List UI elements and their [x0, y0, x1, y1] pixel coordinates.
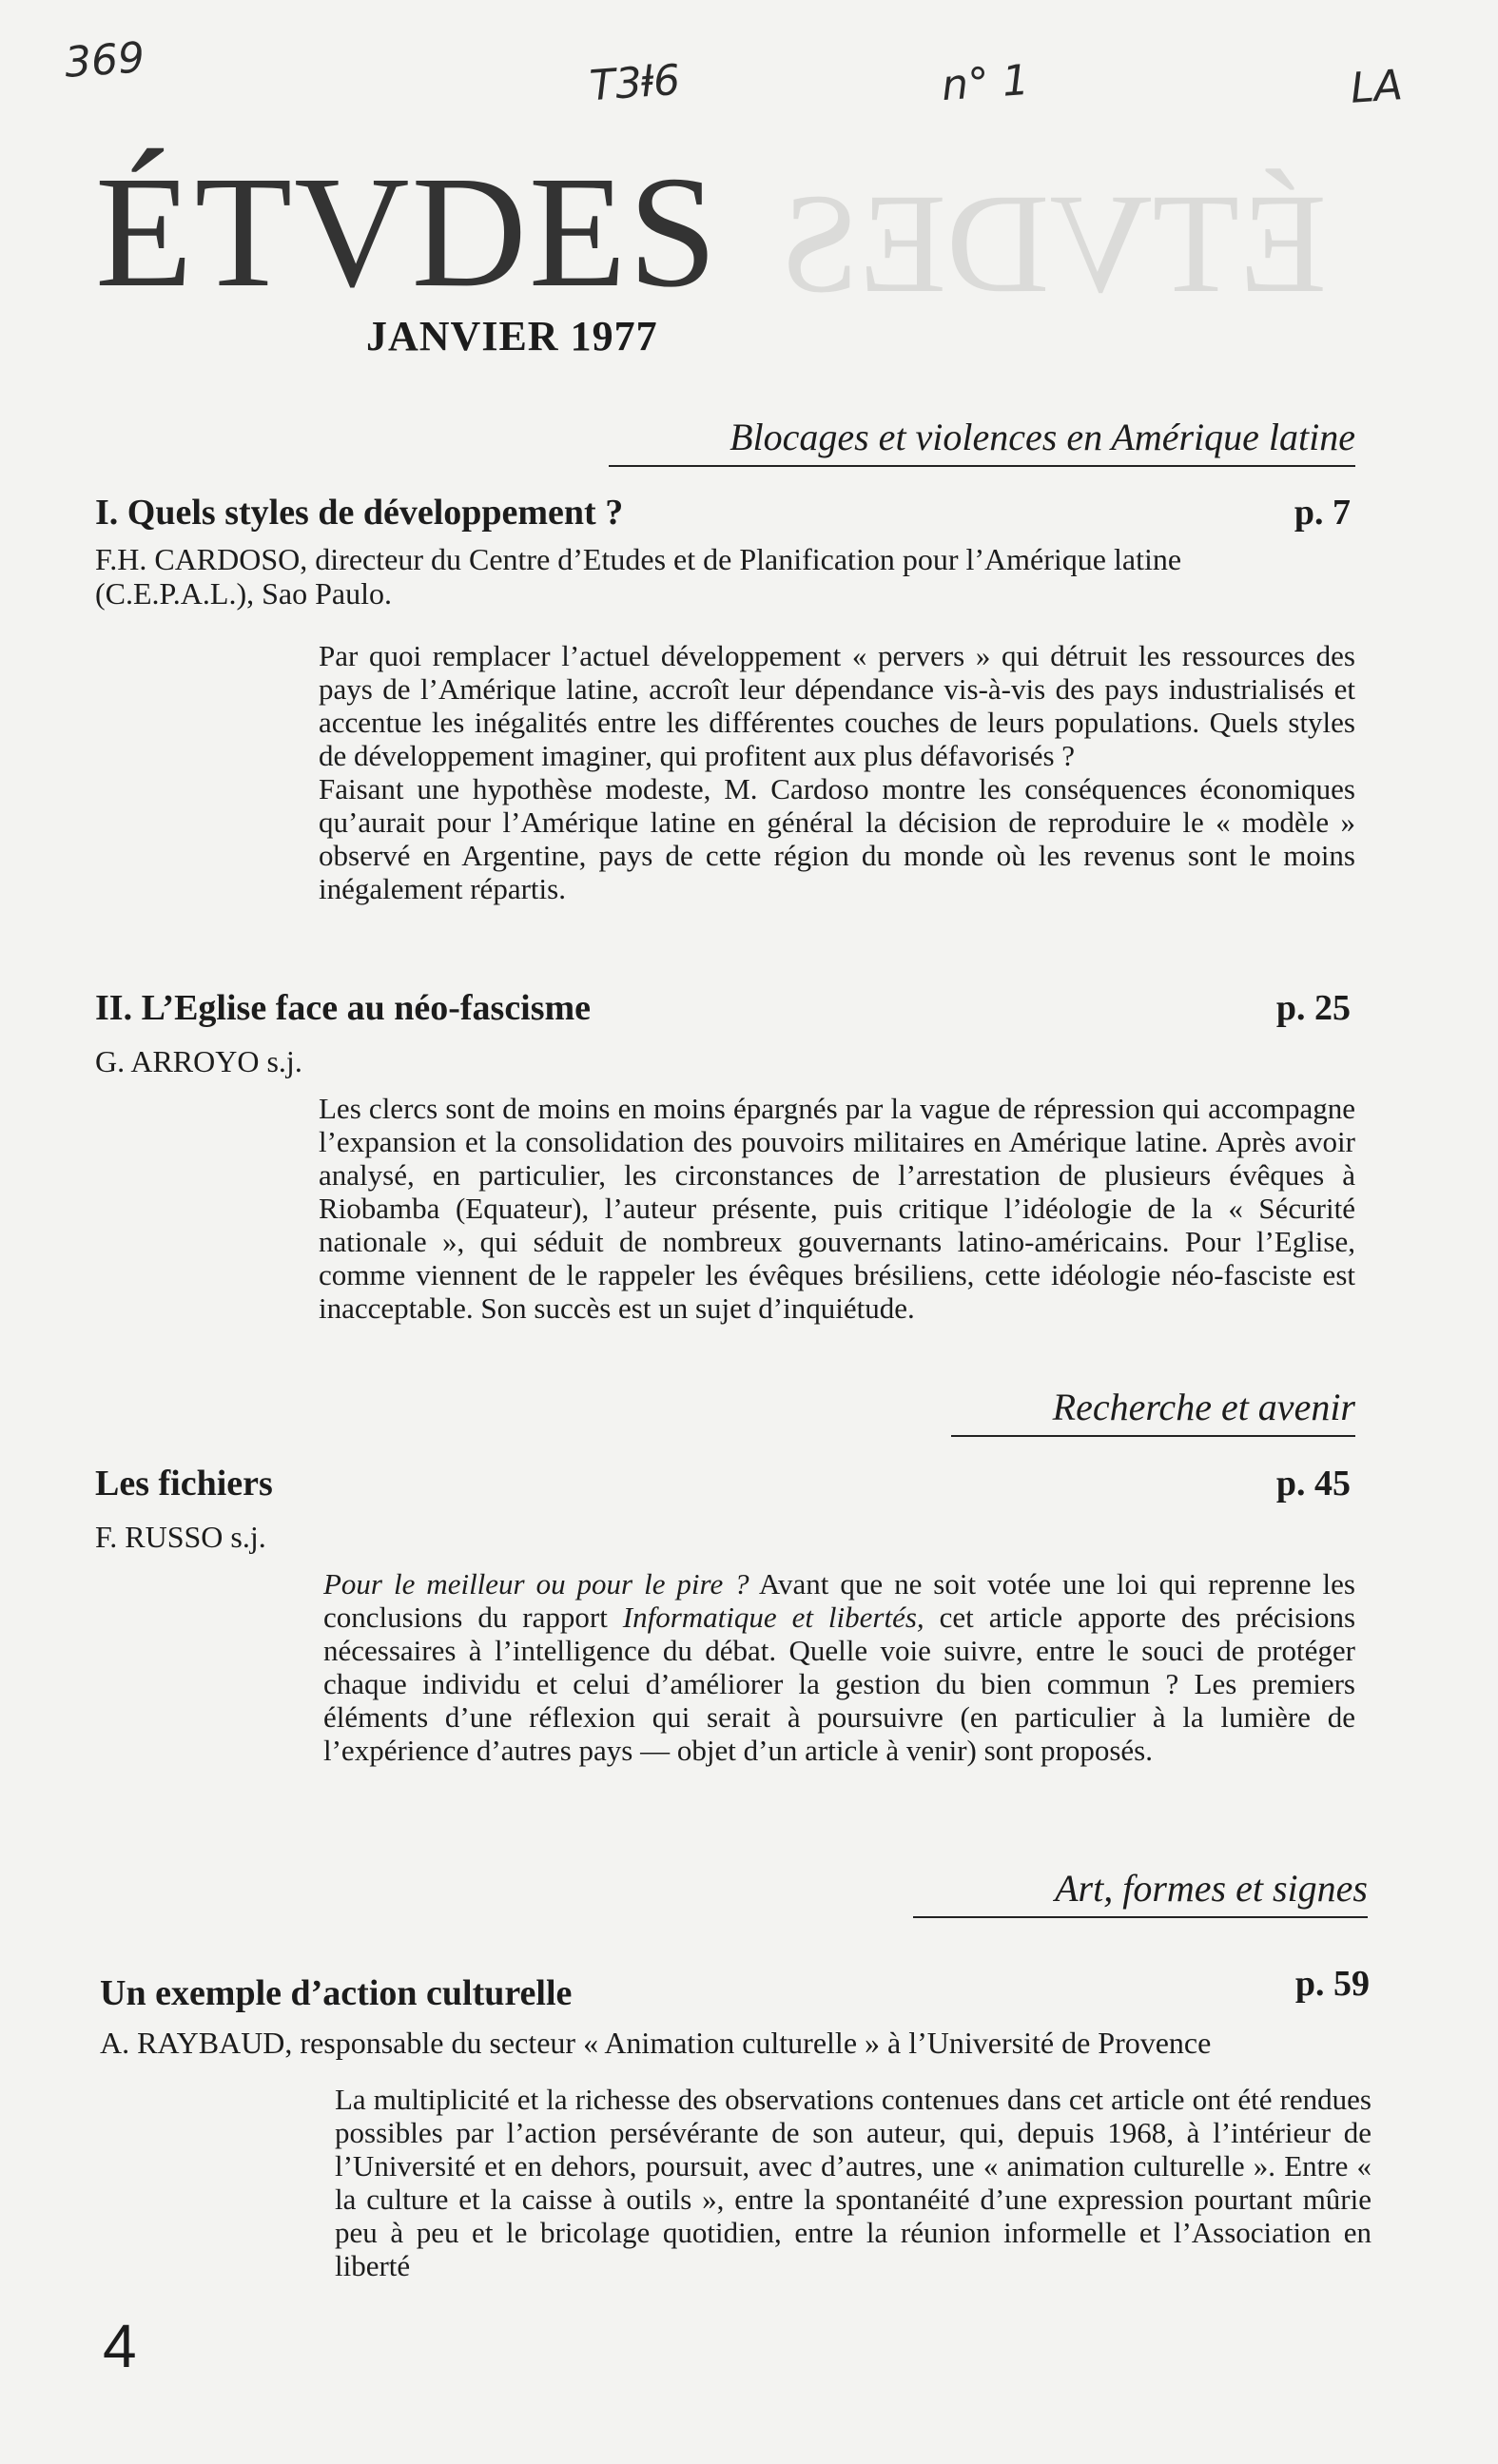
summary-text-1: Avant que ne soit votée une loi qui reprenne les conclusions du rapport: [323, 1567, 1355, 1634]
summary-text-2: cet article apporte des précisions nécessaires à l’intelligence du débat. Quelle voie suivre, entre le souci de protéger chaque individu et celui d’améliorer la gestion du bien commun ? Les premiers éléments d’une réflexion qui serait à poursuivre (en particulier à la lumière de l’expérience d’autres pays — objet d’un article à venir) sont proposés.: [323, 1601, 1356, 1767]
section-heading-recherche-avenir: Recherche et avenir: [951, 1385, 1355, 1437]
article-summary-1: [319, 639, 1355, 905]
summary-paragraph-2: Faisant une hypothèse modeste, M. Cardoso montre les conséquences économiques qu’aurait pour l’Amérique latine en général la décision de reproduire le « modèle » observé en Argentine, pays de cette région du monde où les revenus sont le moins inégalement répartis.: [319, 772, 1355, 905]
author-line-2: (C.E.P.A.L.), Sao Paulo.: [95, 576, 392, 611]
summary-paragraph-3: [323, 1567, 1355, 1767]
article-author-4: A. RAYBAUD, responsable du secteur « Animation culturelle » à l’Université de Provence: [100, 2026, 1212, 2060]
article-author-3: F. RUSSO s.j.: [95, 1520, 266, 1554]
summary-italic-1: Pour le meilleur ou pour le pire ?: [323, 1567, 749, 1601]
article-page-3: p. 45: [1275, 1464, 1351, 1504]
article-title-3: Les fichiers: [95, 1464, 273, 1504]
article-page-4: p. 59: [1294, 1964, 1370, 2004]
handwritten-note-la: LA: [1349, 61, 1405, 113]
article-page-2: p. 25: [1275, 988, 1351, 1028]
section-heading-amerique-latine: Blocages et violences en Amérique latine: [609, 415, 1355, 467]
article-summary-4: La multiplicité et la richesse des observations contenues dans cet article ont été rendues possibles par l’action persévérante de son auteur, qui, depuis 1968, à l’intérieur de l’Université et en dehors, poursuit, avec d’autres, une « animation culturelle ». Entre « la culture et la caisse à outils », entre la spontanéité d’une expression pourtant mûrie peu à peu et le bricolage quotidien, entre la réunion informelle et l’Association en liberté: [335, 2083, 1372, 2282]
issue-date: JANVIER 1977: [366, 313, 658, 359]
section-heading-art-formes-signes: Art, formes et signes: [913, 1866, 1368, 1918]
article-title-4: Un exemple d’action culturelle: [100, 1973, 573, 2013]
article-page-1: p. 7: [1294, 493, 1351, 533]
handwritten-note-code: T3ⱡ6: [588, 55, 682, 111]
author-line-1: F.H. CARDOSO, directeur du Centre d’Etudes et de Planification pour l’Amérique latine: [95, 542, 1182, 576]
article-title-1: I. Quels styles de développement ?: [95, 493, 624, 533]
summary-italic-2: Informatique et libertés,: [622, 1601, 924, 1634]
journal-masthead: ÉTVDES: [95, 144, 719, 320]
article-author-2: G. ARROYO s.j.: [95, 1044, 302, 1078]
page-number: 4: [103, 2312, 137, 2380]
article-summary-3: [323, 1567, 1355, 1767]
handwritten-note-369: 369: [63, 33, 146, 87]
article-title-2: II. L’Eglise face au néo-fascisme: [95, 988, 592, 1028]
summary-paragraph-1: Par quoi remplacer l’actuel développement « pervers » qui détruit les ressources des pays de l’Amérique latine, accroît leur dépendance vis-à-vis des pays industrialisés et accentue les inégalités entre les différentes couches de leurs populations. Quels styles de développement imaginer, qui profitent aux plus défavorisés ?: [319, 639, 1355, 772]
handwritten-note-number: n° 1: [940, 55, 1031, 111]
show-through-ghost: ÉTVDES: [780, 165, 1327, 322]
article-author-1: [95, 542, 1360, 611]
article-summary-2: Les clercs sont de moins en moins épargnés par la vague de répression qui accompagne l’expansion et la consolidation des pouvoirs militaires en Amérique latine. Après avoir analysé, en particulier, les circonstances de l’arrestation de plusieurs évêques à Riobamba (Equateur), l’auteur présente, puis critique l’idéologie de la « Sécurité nationale », qui séduit de nombreux gouvernants latino-américains. Pour l’Eglise, comme viennent de le rappeler les évêques brésiliens, cette idéologie néo-fasciste est inacceptable. Son succès est un sujet d’inquiétude.: [319, 1092, 1355, 1325]
